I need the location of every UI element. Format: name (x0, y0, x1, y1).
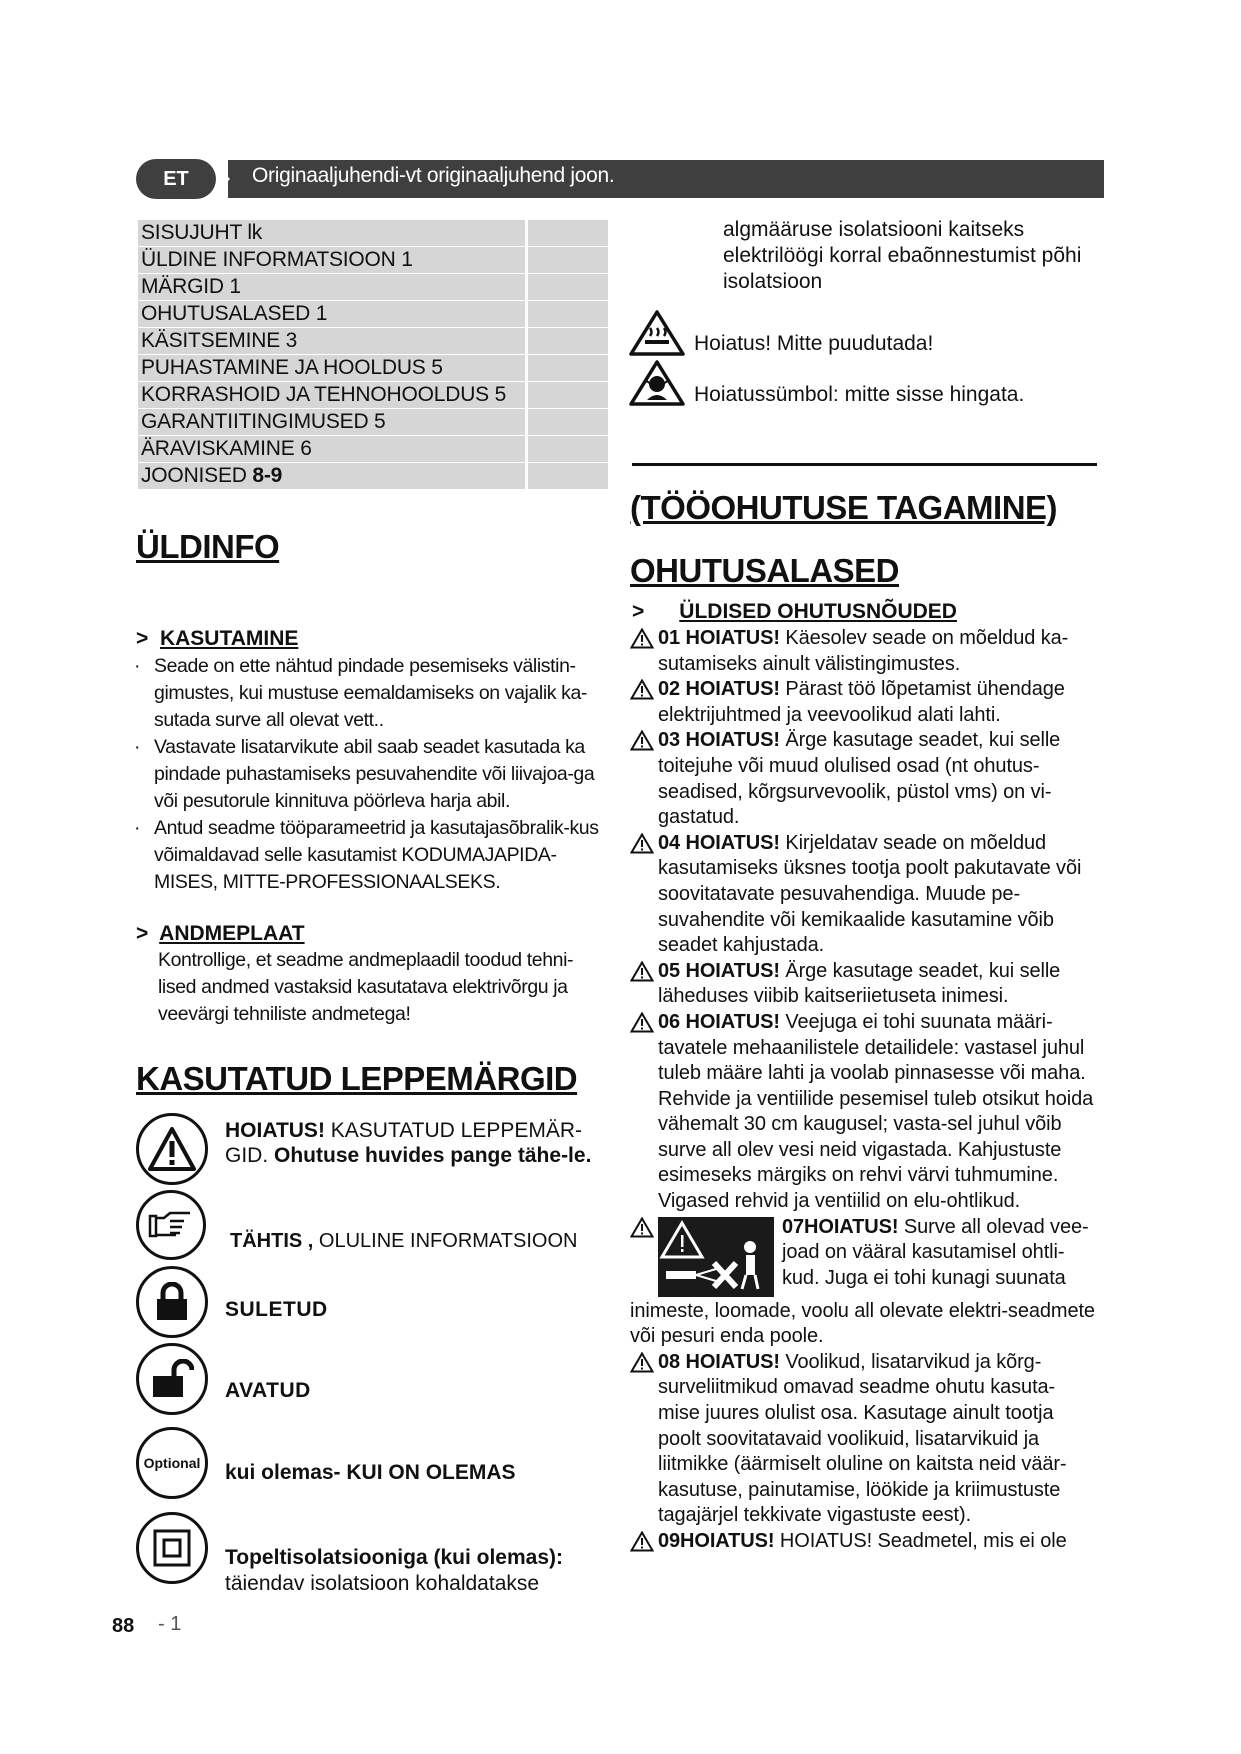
closed-symbol-label: SULETUD (225, 1298, 328, 1321)
warning-item: 01 HOIATUS! Käesolev seade on mõeldud ka-sutamiseks ainult välistingimustes. (630, 626, 1096, 677)
warning-triangle-icon (630, 833, 654, 854)
warning-item: 04 HOIATUS! Kirjeldatav seade on mõeldud kasutamiseks üksnes tootja poolt pakutavate või soovitatavate pesuvahendiga. Muude pe-suvahendite või kemikaalide kasutamine võib seadet kahjustada. (630, 831, 1096, 959)
warning-item: 03 HOIATUS! Ärge kasutage seadet, kui selle toitejuhe või muud olulised osad (nt ohutus-seadised, kõrgsurvevoolik, püstol vms) on vi-gastatud. (630, 728, 1096, 830)
toc-item: PUHASTAMINE JA HOOLDUS 5 (138, 355, 525, 381)
hot-surface-icon (629, 310, 685, 356)
plate-subheading: > ANDMEPLAAT (136, 922, 305, 945)
no-inhale-icon (629, 360, 685, 406)
toc-item: KÄSITSEMINE 3 (138, 328, 525, 354)
pointing-hand-icon (148, 1209, 194, 1241)
warning-triangle-icon (630, 628, 654, 649)
toc-row (138, 382, 608, 408)
important-symbol (136, 1190, 206, 1260)
warning-item: 06 HOIATUS! Veejuga ei tohi suunata määri-tavatele mehaanilistele detailidele: vastasel juhul tuleb määre lahti ja voolab pinnasesse või maha. Rehvide ja ventiilide pesemisel tuleb otsikut hoida vähemalt 30 cm kaugusel; vasta-sel juhul võib surve all olev vesi neid vigastada. Kahjustuste esimeseks märgiks on rehvi värvi tuhmumine. Vigased rehvid ja ventiilid on elu-ohtlikud. (630, 1010, 1096, 1215)
toc-row (138, 301, 608, 327)
language-badge: ET (136, 159, 216, 199)
optional-symbol (136, 1427, 208, 1499)
section-heading-safety-2: OHUTUSALASED (630, 552, 900, 589)
double-insulation-continuation: algmääruse isolatsiooni kaitseks elektrilöögi korral ebaõnnestumist põhi isolatsioon (723, 218, 1082, 293)
optional-icon: Optional (143, 1455, 201, 1471)
double-insulation-text: täiendav isolatsioon kohaldatakse (225, 1572, 540, 1595)
warning-item-rest: inimeste, loomade, voolu all olevate elektri-seadmete või pesuri enda poole. (630, 1299, 1095, 1348)
toc-item: ÄRAVISKAMINE 6 (138, 436, 525, 462)
header-title: Originaaljuhendi-vt originaaljuhend joon. (252, 164, 615, 187)
toc-item: JOONISED 8-9 (138, 463, 525, 489)
spray-warning-pictogram (630, 1217, 776, 1299)
warning-symbol-label: HOIATUS! KASUTATUD LEPPEMÄR-GID. Ohutuse huvides pange tähe-le. (225, 1119, 592, 1167)
page-subnumber: - 1 (158, 1613, 182, 1635)
table-of-contents (138, 220, 608, 490)
warning-item: 09HOIATUS! HOIATUS! Seadmetel, mis ei ole (630, 1529, 1096, 1555)
warning-triangle-icon (630, 730, 654, 751)
toc-row (138, 328, 608, 354)
toc-row (138, 274, 608, 300)
section-heading-general: ÜLDINFO (136, 528, 280, 565)
usage-subheading: > KASUTAMINE (136, 627, 299, 650)
usage-bullet: · Seade on ette nähtud pindade pesemiseks välistin-gimustes, kui mustuse eemaldamiseks on vajalik ka-sutada surve all olevat vett.. (132, 653, 604, 734)
toc-row (138, 463, 608, 489)
toc-item: MÄRGID 1 (138, 274, 525, 300)
warning-triangle-icon (630, 1217, 654, 1238)
warning-item: 07HOIATUS! Surve all olevad vee-joad on vääral kasutamisel ohtli-kud. Juga ei tohi kunagi suunata inimeste, loomade, voolu all olevate elektri-seadmete või pesuri enda poole. (630, 1215, 1096, 1350)
closed-symbol (136, 1266, 208, 1338)
toc-row (138, 247, 608, 273)
toc-item: OHUTUSALASED 1 (138, 301, 525, 327)
warning-triangle-icon (630, 679, 654, 700)
plate-text: Kontrollige, et seadme andmeplaadil toodud tehni-lised andmed vastaksid kasutatava elektrivõrgu ja veevärgi tehniliste andmetega! (158, 949, 574, 1025)
toc-item: KORRASHOID JA TEHNOHOOLDUS 5 (138, 382, 525, 408)
toc-item: SISUJUHT lk (138, 220, 525, 246)
toc-row (138, 436, 608, 462)
warning-triangle-icon (630, 1531, 654, 1552)
double-square-icon (152, 1528, 192, 1568)
warning-item: 08 HOIATUS! Voolikud, lisatarvikud ja kõrg-surveliitmikud omavad seadme ohutu kasuta-mise juures olulist osa. Kasutage ainult tootja poolt soovitatavaid voolikuid, lisatarvikuid ja liitmikke (äärmiselt oluline on kaitsta neid väär-kasutuse, painutamise, löökide ja kriimustuste tagajärjel tekkivate vigastuste eest). (630, 1350, 1096, 1529)
double-insulation-label: Topeltisolatsiooniga (kui olemas): (225, 1546, 563, 1569)
section-heading-safety: (TÖÖOHUTUSE TAGAMINE) (630, 489, 1058, 526)
warning-item: 05 HOIATUS! Ärge kasutage seadet, kui selle läheduses viibib kaitseriietuseta inimesi. (630, 959, 1096, 1010)
usage-list (132, 653, 604, 896)
page-number: 88 (112, 1615, 135, 1637)
toc-row (138, 220, 608, 246)
section-heading-symbols: KASUTATUD LEPPEMÄRGID (136, 1060, 578, 1097)
warning-triangle-icon (147, 1126, 197, 1172)
no-spray-at-people-icon (658, 1217, 774, 1297)
usage-bullet: · Antud seadme tööparameetrid ja kasutajasõbralik-kus võimaldavad selle kasutamist KODUMAJAPIDA-MISES, MITTE-PROFESSIONAALSEKS. (132, 815, 604, 896)
lock-closed-icon (154, 1282, 190, 1322)
toc-row (138, 355, 608, 381)
warning-triangle-icon (630, 961, 654, 982)
important-symbol-label: TÄHTIS , OLULINE INFORMATSIOON (230, 1230, 578, 1252)
general-safety-subheading: > ÜLDISED OHUTUSNÕUDED (632, 600, 957, 623)
warning-triangle-icon (630, 1352, 654, 1373)
open-symbol (136, 1343, 208, 1415)
warning-item: 02 HOIATUS! Pärast töö lõpetamist ühendage elektrijuhtmed ja veevoolikud alati lahti. (630, 677, 1096, 728)
optional-symbol-label: kui olemas- KUI ON OLEMAS (225, 1461, 516, 1484)
toc-item: GARANTIITINGIMUSED 5 (138, 409, 525, 435)
toc-item: ÜLDINE INFORMATSIOON 1 (138, 247, 525, 273)
divider (632, 463, 1097, 466)
warnings-list (630, 626, 1096, 1555)
inhale-warning-text: Hoiatussümbol: mitte sisse hingata. (694, 383, 1025, 406)
warning-triangle-icon (630, 1012, 654, 1033)
open-symbol-label: AVATUD (225, 1379, 311, 1402)
lock-open-icon (150, 1359, 194, 1399)
usage-bullet: · Vastavate lisatarvikute abil saab seadet kasutada ka pindade puhastamiseks pesuvahendite või liivajoa-ga või pesutorule kinnituva pöörleva harja abil. (132, 734, 604, 815)
double-insulation-symbol (136, 1512, 208, 1584)
toc-row (138, 409, 608, 435)
warning-symbol (136, 1113, 208, 1185)
hot-warning-text: Hoiatus! Mitte puudutada! (694, 332, 934, 355)
